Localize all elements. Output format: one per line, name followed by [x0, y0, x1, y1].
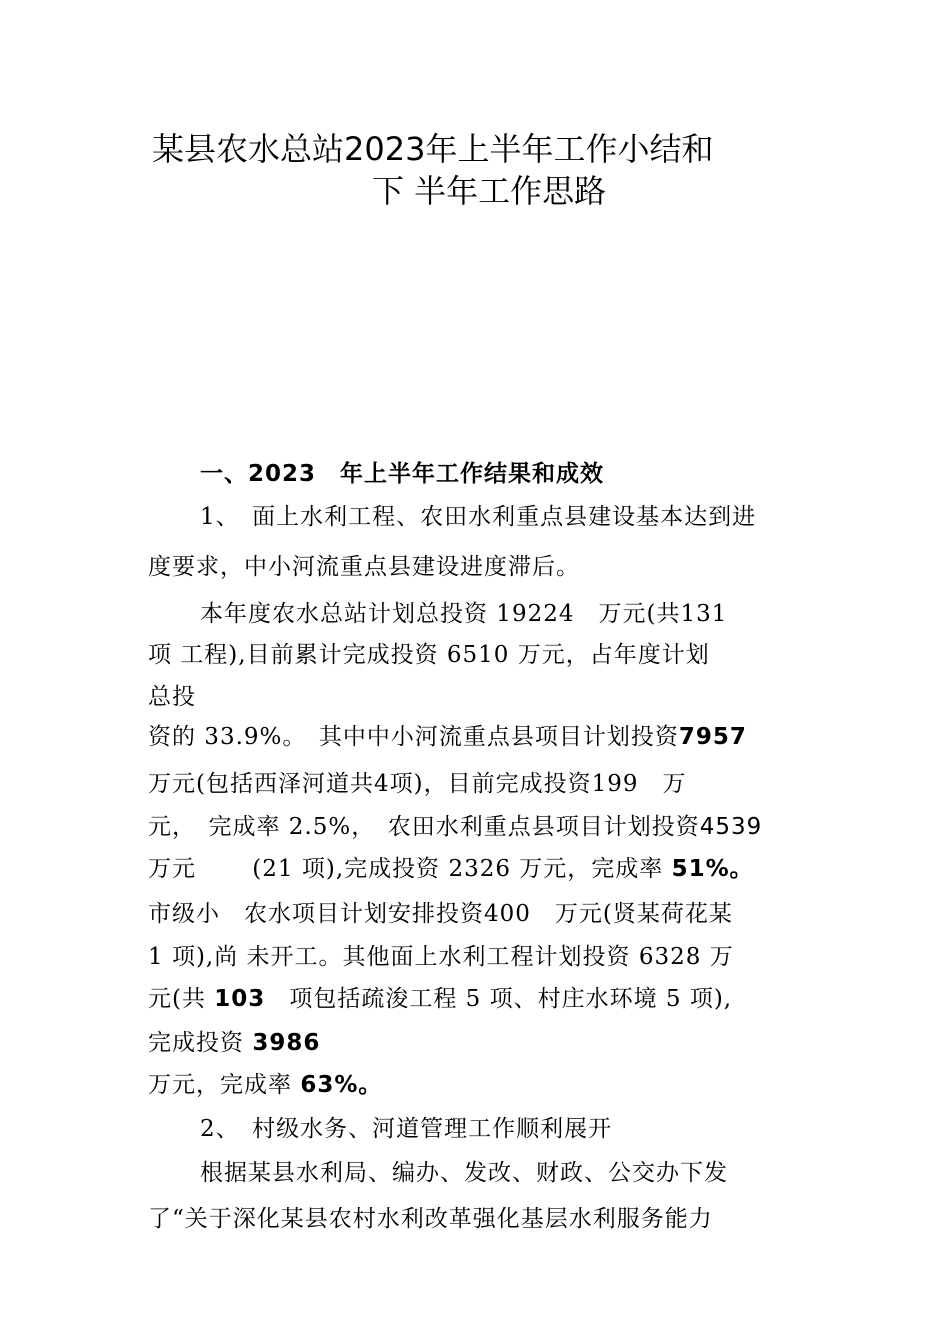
para1-line9: 1 项),尚 未开工。其他面上水利工程计划投资 6328 万 [148, 944, 734, 970]
para1-line10-bold: 103 [214, 986, 266, 1012]
para2-line1: 根据某县水利局、编办、发改、财政、公交办下发 [200, 1160, 728, 1186]
para1-line2: 项 工程),目前累计完成投资 6510 万元，占年度计划 [148, 642, 710, 668]
para1-line5: 万元(包括西泽河道共4项)，目前完成投资199 万 [148, 771, 687, 797]
para1-line4 [148, 718, 747, 751]
para1-line4-bold: 7957 [678, 724, 747, 750]
document-title-line-2: 下 半年工作思路 [372, 172, 607, 210]
para1-line12-text: 万元，完成率 [148, 1072, 292, 1098]
para1-line7-text: 万元 (21 项),完成投资 2326 万元，完成率 [148, 856, 664, 882]
item2-heading: 2、 村级水务、河道管理工作顺利展开 [200, 1116, 613, 1142]
para1-line6 [148, 808, 762, 841]
document-title-line-1: 某县农水总站2023年上半年工作小结和 [152, 130, 714, 168]
para2-line2: 了“关于深化某县农村水利改革强化基层水利服务能力 [148, 1206, 713, 1232]
item1-line1: 1、 面上水利工程、农田水利重点县建设基本达到进 [200, 504, 757, 530]
para1-line1: 本年度农水总站计划总投资 19224 万元(共131 [200, 601, 728, 627]
para1-line11-bold: 3986 [252, 1030, 321, 1056]
para1-line12 [148, 1066, 382, 1099]
para1-line3: 总投 [148, 684, 196, 710]
para1-line8: 市级小 农水项目计划安排投资400 万元(贤某荷花某 [148, 901, 733, 927]
para1-line6-number: 4539 [699, 814, 763, 840]
para1-line11 [148, 1024, 320, 1057]
para1-line11-text: 完成投资 [148, 1030, 244, 1056]
item1-line2: 度要求，中小河流重点县建设进度滞后。 [148, 554, 580, 580]
para1-line4-text: 资的 33.9%。 其中中小河流重点县项目计划投资 [148, 724, 679, 750]
para1-line10-text-a: 元(共 [148, 986, 206, 1012]
para1-line7-bold: 51%。 [671, 856, 754, 882]
para1-line7 [148, 850, 754, 883]
para1-line12-bold: 63%。 [300, 1072, 383, 1098]
section-heading: 一、2023 年上半年工作结果和成效 [200, 461, 605, 487]
para1-line6-text: 元， 完成率 2.5%， 农田水利重点县项目计划投资 [148, 814, 700, 840]
para1-line10 [148, 980, 732, 1013]
para1-line10-text-c: 项包括疏浚工程 5 项、村庄水环境 5 项), [289, 986, 733, 1012]
